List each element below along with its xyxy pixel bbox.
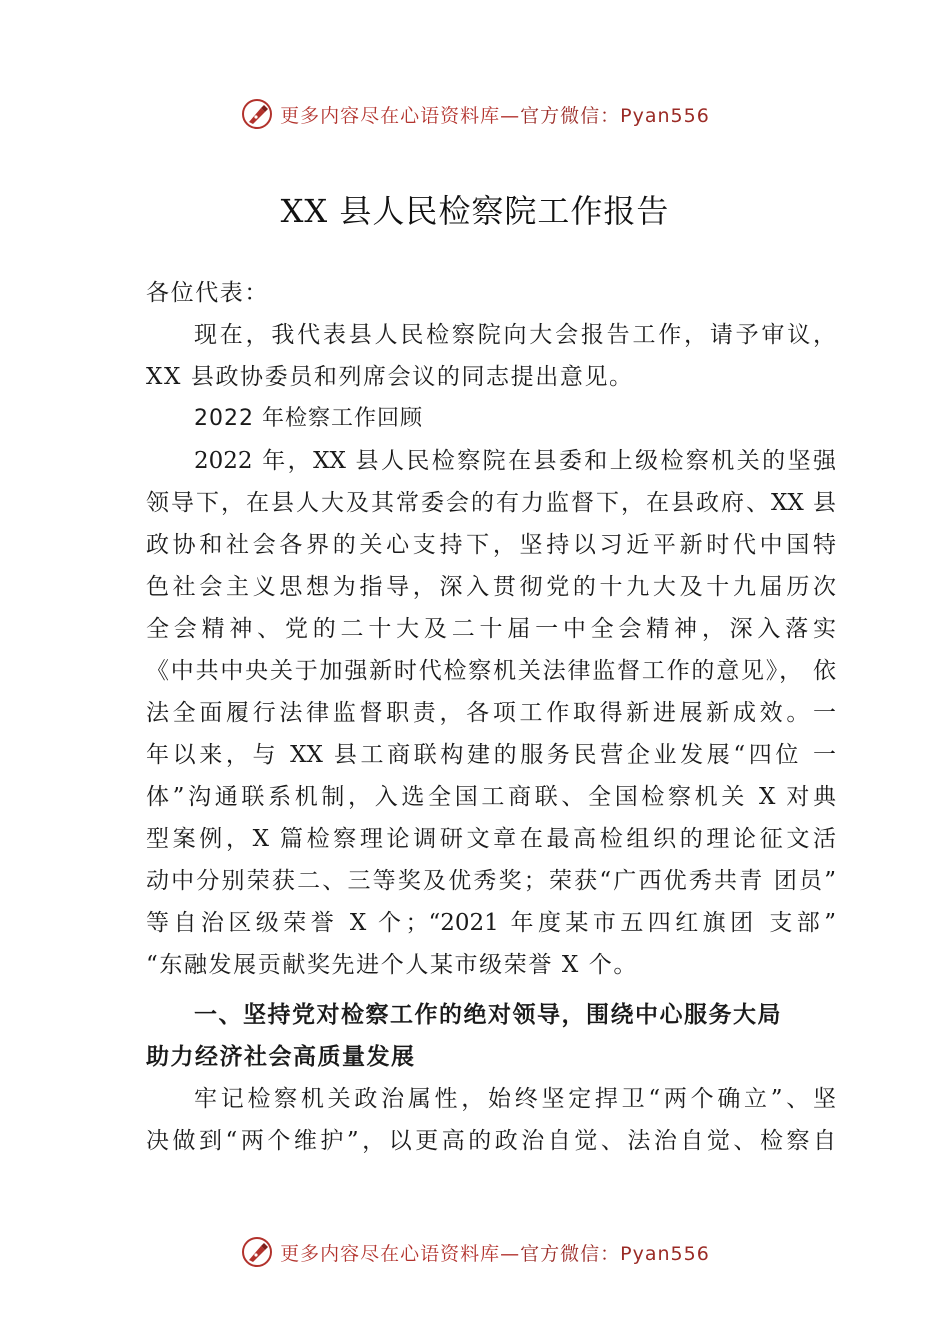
pen-nib-logo-icon <box>240 97 274 131</box>
paragraph-line: 政协和社会各界的关心支持下，坚持以习近平新时代中国特 <box>146 532 836 558</box>
paragraph-line: 《中共中央关于加强新时代检察机关法律监督工作的意见》， 依 <box>146 658 836 684</box>
watermark-text <box>280 1239 710 1266</box>
paragraph-line: 色社会主义思想为指导，深入贯彻党的十九大及十九届历次 <box>146 574 836 600</box>
section-one-heading: 一、坚持党对检察工作的绝对领导，围绕中心服务大局 <box>194 1002 782 1028</box>
watermark-wechat: 官方微信：Pyan556 <box>520 1242 710 1265</box>
paragraph-line: 体”沟通联系机制，入选全国工商联、全国检察机关 X 对典 <box>146 784 836 810</box>
paragraph-line: 年以来，与 XX 县工商联构建的服务民营企业发展“四位 一 <box>146 742 836 768</box>
paragraph-line: 决做到“两个维护”，以更高的政治自觉、法治自觉、检察自 <box>146 1128 836 1154</box>
paragraph-line: 2022 年，XX 县人民检察院在县委和上级检察机关的坚强 <box>194 448 836 474</box>
watermark-brand: 更多内容尽在心语资料库 <box>280 104 501 127</box>
paragraph-line: 动中分别荣获二、三等奖及优秀奖；荣获“广西优秀共青 团员” <box>146 868 836 894</box>
paragraph-line: 全会精神、党的二十大及二十届一中全会精神，深入落实 <box>146 616 836 642</box>
paragraph-line: 牢记检察机关政治属性，始终坚定捍卫“两个确立”、坚 <box>194 1086 836 1112</box>
watermark-wechat: 官方微信：Pyan556 <box>520 104 710 127</box>
paragraph-line: “东融发展贡献奖先进个人某市级荣誉 X 个。 <box>146 952 638 978</box>
pen-nib-logo-icon <box>240 1235 274 1269</box>
header-watermark <box>0 94 950 134</box>
watermark-separator: — <box>500 104 521 127</box>
watermark-brand: 更多内容尽在心语资料库 <box>280 1242 501 1265</box>
footer-watermark <box>0 1232 950 1272</box>
section-review-heading: 2022 年检察工作回顾 <box>194 406 423 431</box>
intro-line: 现在，我代表县人民检察院向大会报告工作，请予审议， <box>194 322 836 348</box>
section-one-heading: 助力经济社会高质量发展 <box>146 1044 416 1070</box>
watermark-separator: — <box>500 1242 521 1265</box>
watermark-text <box>280 101 710 128</box>
paragraph-line: 型案例，X 篇检察理论调研文章在最高检组织的理论征文活 <box>146 826 836 852</box>
document-body <box>146 272 836 1162</box>
paragraph-line: 法全面履行法律监督职责，各项工作取得新进展新成效。一 <box>146 700 836 726</box>
paragraph-line: 领导下，在县人大及其常委会的有力监督下，在县政府、XX 县 <box>146 490 836 516</box>
paragraph-line: 等自治区级荣誉 X 个；“2021 年度某市五四红旗团 支部” <box>146 910 836 936</box>
document-title: XX 县人民检察院工作报告 <box>280 192 670 230</box>
intro-line: XX 县政协委员和列席会议的同志提出意见。 <box>146 364 634 390</box>
salutation: 各位代表： <box>146 280 269 306</box>
